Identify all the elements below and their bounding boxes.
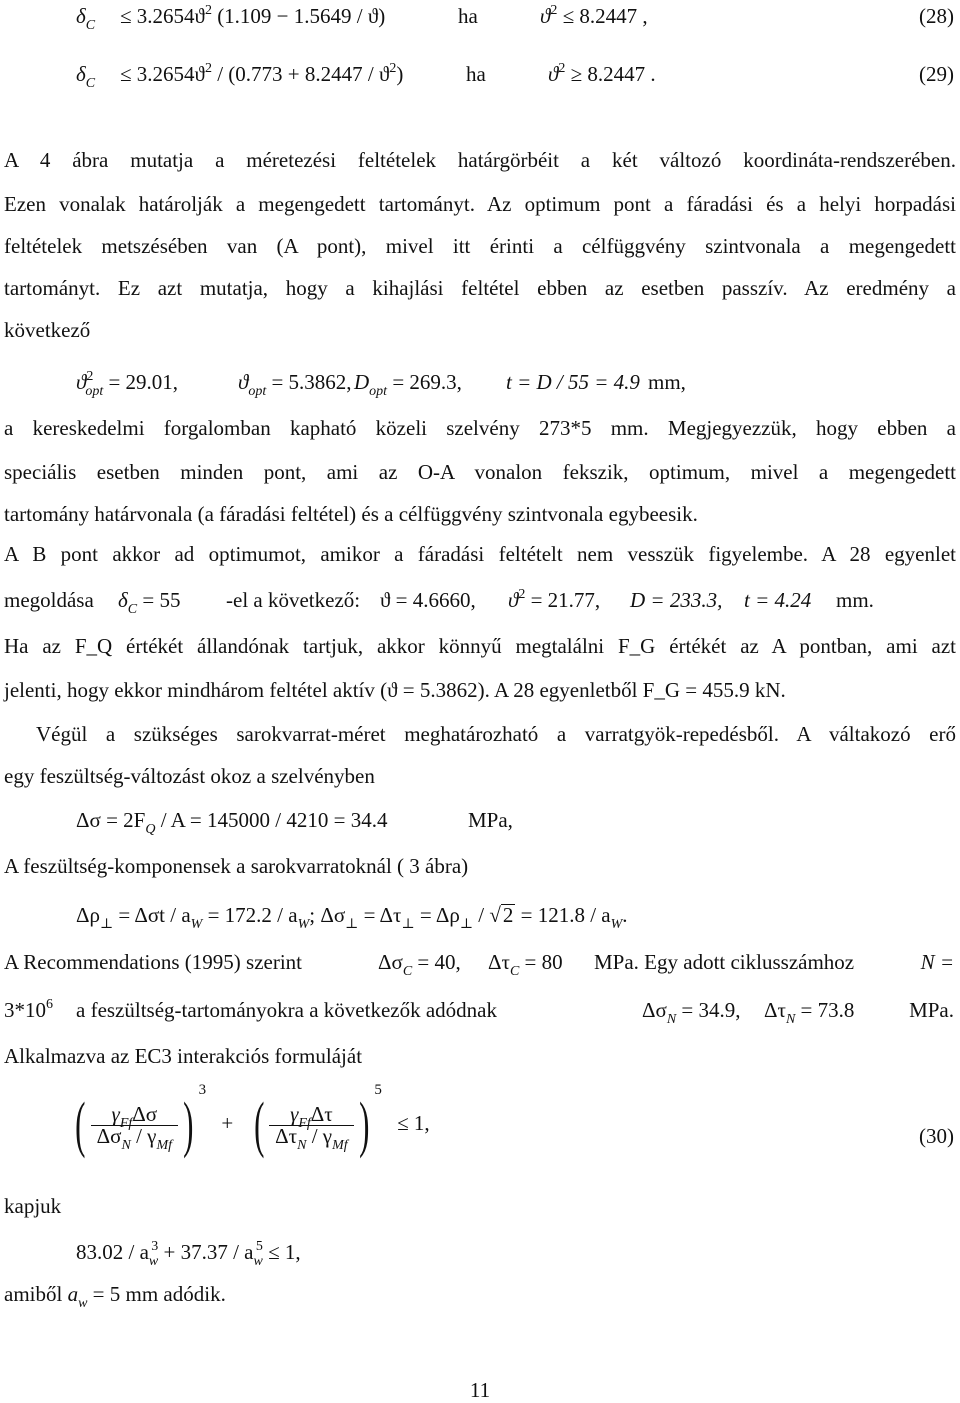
- solution-t: t = 4.24: [744, 588, 812, 612]
- paragraph-line: feltételek metszésében van (A pont), mivel itt érinti a célfüggvény szintvonala a megengedett: [4, 234, 956, 258]
- final-equation-expr: $83.02 / a_w^3 + 37.37 / a_w^5 \le 1$,: [76, 1239, 301, 1269]
- solution-theta: ϑ = 4.6660,: [380, 588, 476, 612]
- paragraph-line: egy feszültség-változást okoz a szelvényben: [4, 764, 375, 788]
- n-equals: N =: [920, 950, 954, 974]
- stress-range-unit: MPa.: [909, 998, 954, 1022]
- solution-theta-sq: $ϑ^2 = 21.77$,: [508, 587, 601, 612]
- d-opt: $D_{opt} = 269.3$,: [354, 370, 462, 399]
- delta-tau-n: $\Delta\tau_N = 73.8$: [764, 998, 855, 1027]
- paragraph-line: Végül a szükséges sarokvarrat-méret meghatározható a varratgyök-repedésből. A váltakozó erő: [36, 722, 956, 746]
- interaction-expression: ( $\frac{\gamma_{Ff}\Delta\sigma}{\Delta\sigma_N / \gamma_{Mf}}$ )$^3$ + ( $\frac{\gamma_{Ff}\Delta\tau}{\Delta\tau_N / \gamma_{Mf}}$ )$^5$ ≤ 1,: [75, 1081, 430, 1159]
- paragraph-line: tartományt. Ez azt mutatja, hogy a kihajlási feltétel ebben az esetben passzív. Az eredmény a: [4, 276, 956, 300]
- paragraph-line: Ha az F_Q értékét állandónak tartjuk, akkor könnyű megtalálni F_G értékét az A pontban, ami azt: [4, 634, 956, 658]
- paragraph-line: A 4 ábra mutatja a méretezési feltételek határgörbéit a két változó koordináta-rendszerében.: [4, 148, 956, 172]
- solution-unit: mm.: [836, 588, 874, 612]
- paragraph-line: kapjuk: [4, 1194, 62, 1218]
- paragraph-line: A B pont akkor ad optimumot, amikor a fáradási feltételt nem vesszük figyelembe. A 28 egyenlet: [4, 542, 956, 566]
- paragraph-line: következő: [4, 318, 91, 342]
- paragraph-line: A feszültség-komponensek a sarokvarratoknál ( 3 ábra): [4, 854, 469, 878]
- sqrt-two: 2: [502, 903, 514, 927]
- delta-sigma-unit: MPa,: [468, 808, 513, 832]
- solution-delta: $\delta_C = 55$: [118, 588, 181, 617]
- paragraph-line: a kereskedelmi forgalomban kapható közeli szelvény 273*5 mm. Megjegyezzük, hogy ebben a: [4, 416, 956, 440]
- eq28-condition: $ϑ^2 \le 8.2447$ ,: [540, 3, 648, 28]
- theta-sq-opt: $ϑ^2_{opt} = 29.01$,: [76, 369, 179, 399]
- delta-sigma-c: $\Delta\sigma_C = 40$,: [378, 950, 461, 979]
- solution-mid: -el a következő:: [226, 588, 361, 612]
- rho-expr: $\Delta\rho_\perp = \Delta\sigma t / a_W = 172.2 / a_W$; $\Delta\sigma_\perp = \Delta\tau_\perp = \Delta\rho_\perp / √2 = 121.8 / a_W$.: [76, 903, 628, 932]
- cycle-count: $3*10^6$: [4, 997, 53, 1022]
- eq28-number: (28): [919, 4, 954, 28]
- page-number: 11: [469, 1378, 491, 1402]
- paragraph-line: Ezen vonalak határolják a megengedett tartományt. Az optimum pont a fáradási és a helyi horpadási: [4, 192, 956, 216]
- eq28-condition-word: ha: [458, 4, 478, 28]
- delta-tau-c: $\Delta\tau_C = 80$: [488, 950, 563, 979]
- eq28-lhs: $\delta_C$: [76, 4, 96, 33]
- solution-prefix: megoldása: [4, 588, 94, 612]
- t-value: t = D / 55 = 4.9: [506, 370, 640, 394]
- fraction-tau: $\frac{\gamma_{Ff}\Delta\tau}{\Delta\tau_N / \gamma_{Mf}}$: [269, 1104, 353, 1147]
- paragraph-line: tartomány határvonala (a fáradási feltétel) és a célfüggvény szintvonala egybeesik.: [4, 502, 698, 526]
- eq30-number: (30): [919, 1124, 954, 1148]
- stress-range-text: a feszültség-tartományokra a következők adódnak: [76, 998, 497, 1022]
- eq29-condition-word: ha: [466, 62, 486, 86]
- conclusion-text: amiből $a_w = 5$ mm adódik.: [4, 1282, 226, 1311]
- eq29-number: (29): [919, 62, 954, 86]
- fraction-sigma: $\frac{\gamma_{Ff}\Delta\sigma}{\Delta\sigma_N / \gamma_{Mf}}$: [91, 1104, 178, 1147]
- t-unit: mm,: [648, 370, 686, 394]
- paragraph-line: Alkalmazva az EC3 interakciós formuláját: [4, 1044, 363, 1068]
- eq29-condition: $ϑ^2 \ge 8.2447$ .: [548, 61, 656, 86]
- recommendations-text: A Recommendations (1995) szerint: [4, 950, 303, 974]
- delta-sigma-n: $\Delta\sigma_N = 34.9$,: [642, 998, 741, 1027]
- solution-d: D = 233.3,: [630, 588, 723, 612]
- paragraph-line: speciális esetben minden pont, ami az O-A vonalon fekszik, optimum, mivel a megengedett: [4, 460, 956, 484]
- recommendations-text-2: MPa. Egy adott ciklusszámhoz: [594, 950, 855, 974]
- paragraph-line: jelenti, hogy ekkor mindhárom feltétel aktív (ϑ = 5.3862). A 28 egyenletből F_G = 455.9 kN.: [4, 678, 786, 702]
- theta-opt: $ϑ_{opt} = 5.3862$,: [238, 370, 352, 399]
- interaction-formula: [0, 1081, 960, 1204]
- eq29-rhs: ≤ $3.2654ϑ^2 / (0.773 + 8.2447 / ϑ^2)$: [120, 61, 404, 86]
- eq29-lhs: $\delta_C$: [76, 62, 96, 91]
- eq28-rhs: ≤ $3.2654ϑ^2$ (1.109 − 1.5649 / ϑ): [120, 3, 386, 28]
- delta-sigma-expr: $\Delta\sigma = 2F_Q / A = 145000 / 4210 = 34.4$: [76, 808, 388, 837]
